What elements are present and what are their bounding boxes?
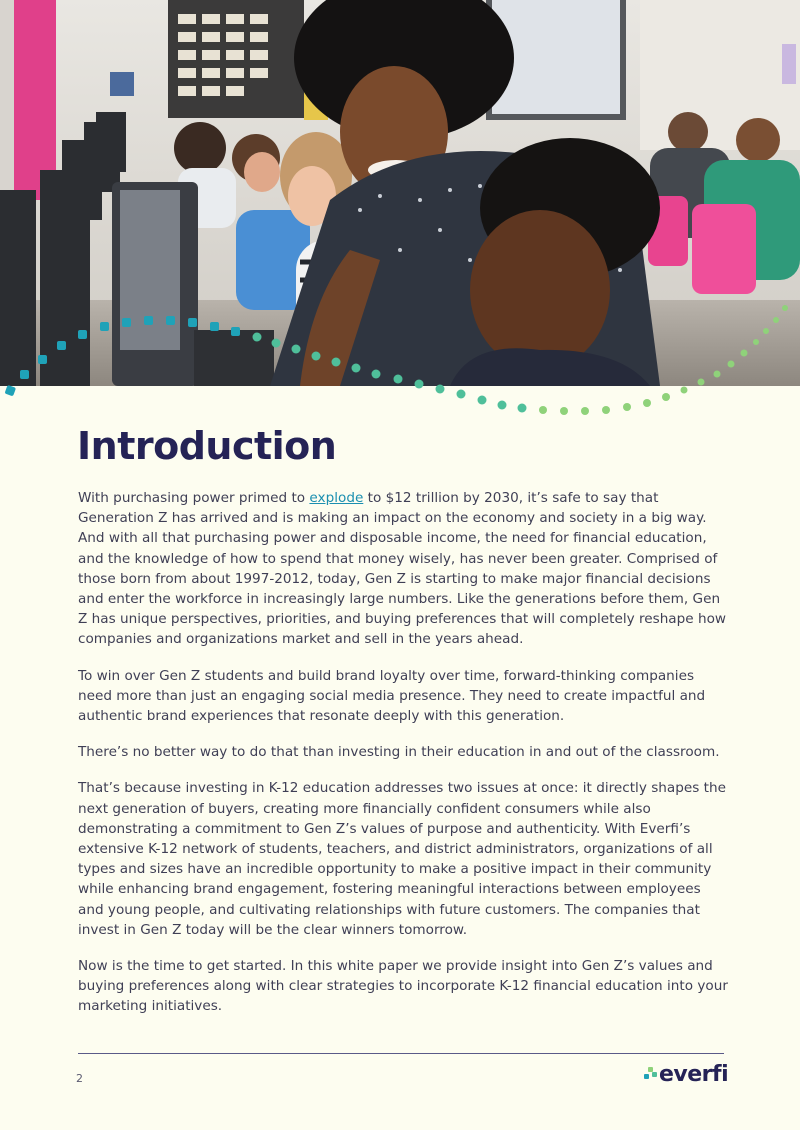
- paragraph-4: That’s because investing in K-12 education addresses two issues at once: it directly shapes the next generation of buyers, creating more financially confident consumers while also demonstrating a commitment to Gen Z’s values of purpose and authenticity. With Everfi’s extensive K-12 network of students, teachers, and district administrators, organizations of all types and sizes have an incredible opportunity to make a positive impact in their community while enhancing brand engagement, fostering meaningful interactions between employees and young people, and cultivating relationships with future customers. The companies that invest in Gen Z today will be the clear winners tomorrow.: [78, 780, 726, 938]
- everfi-logo: [644, 1064, 728, 1092]
- logo-wordmark: everfi: [659, 1062, 729, 1087]
- footer-divider: [78, 1053, 724, 1054]
- paragraph-1-start: With purchasing power primed to: [78, 490, 310, 506]
- logo-dots-icon: [644, 1066, 660, 1088]
- paragraph-5: Now is the time to get started. In this white paper we provide insight into Gen Z’s values and buying preferences along with clear strategies to incorporate K-12 financial education into your marketing initiatives.: [78, 958, 728, 1015]
- page-title: Introduction: [77, 424, 337, 468]
- intro-body: [78, 488, 728, 1033]
- paragraph-1-rest: to $12 trillion by 2030, it’s safe to say that Generation Z has arrived and is making an impact on the economy and society in a big way. And with all that purchasing power and disposable income, the need for financial education, and the knowledge of how to spend that money wisely, has never been greater. Comprised of those born from about 1997-2012, today, Gen Z is starting to make major financial decisions and enter the workforce in increasingly large numbers. Like the generations before them, Gen Z has unique perspectives, priorities, and buying preferences that will completely reshape how companies and organizations market and sell in the years ahead.: [78, 490, 727, 648]
- page-number: 2: [76, 1072, 83, 1085]
- explode-link[interactable]: explode: [309, 490, 364, 506]
- decorative-dot-wave: [0, 290, 800, 430]
- paragraph-2: To win over Gen Z students and build brand loyalty over time, forward-thinking companies need more than just an engaging social media presence. They need to create impactful and authentic brand experiences that resonate deeply with this generation.: [78, 667, 706, 725]
- paragraph-1: [78, 488, 728, 650]
- paragraph-3: There’s no better way to do that than investing in their education in and out of the classroom.: [78, 744, 720, 761]
